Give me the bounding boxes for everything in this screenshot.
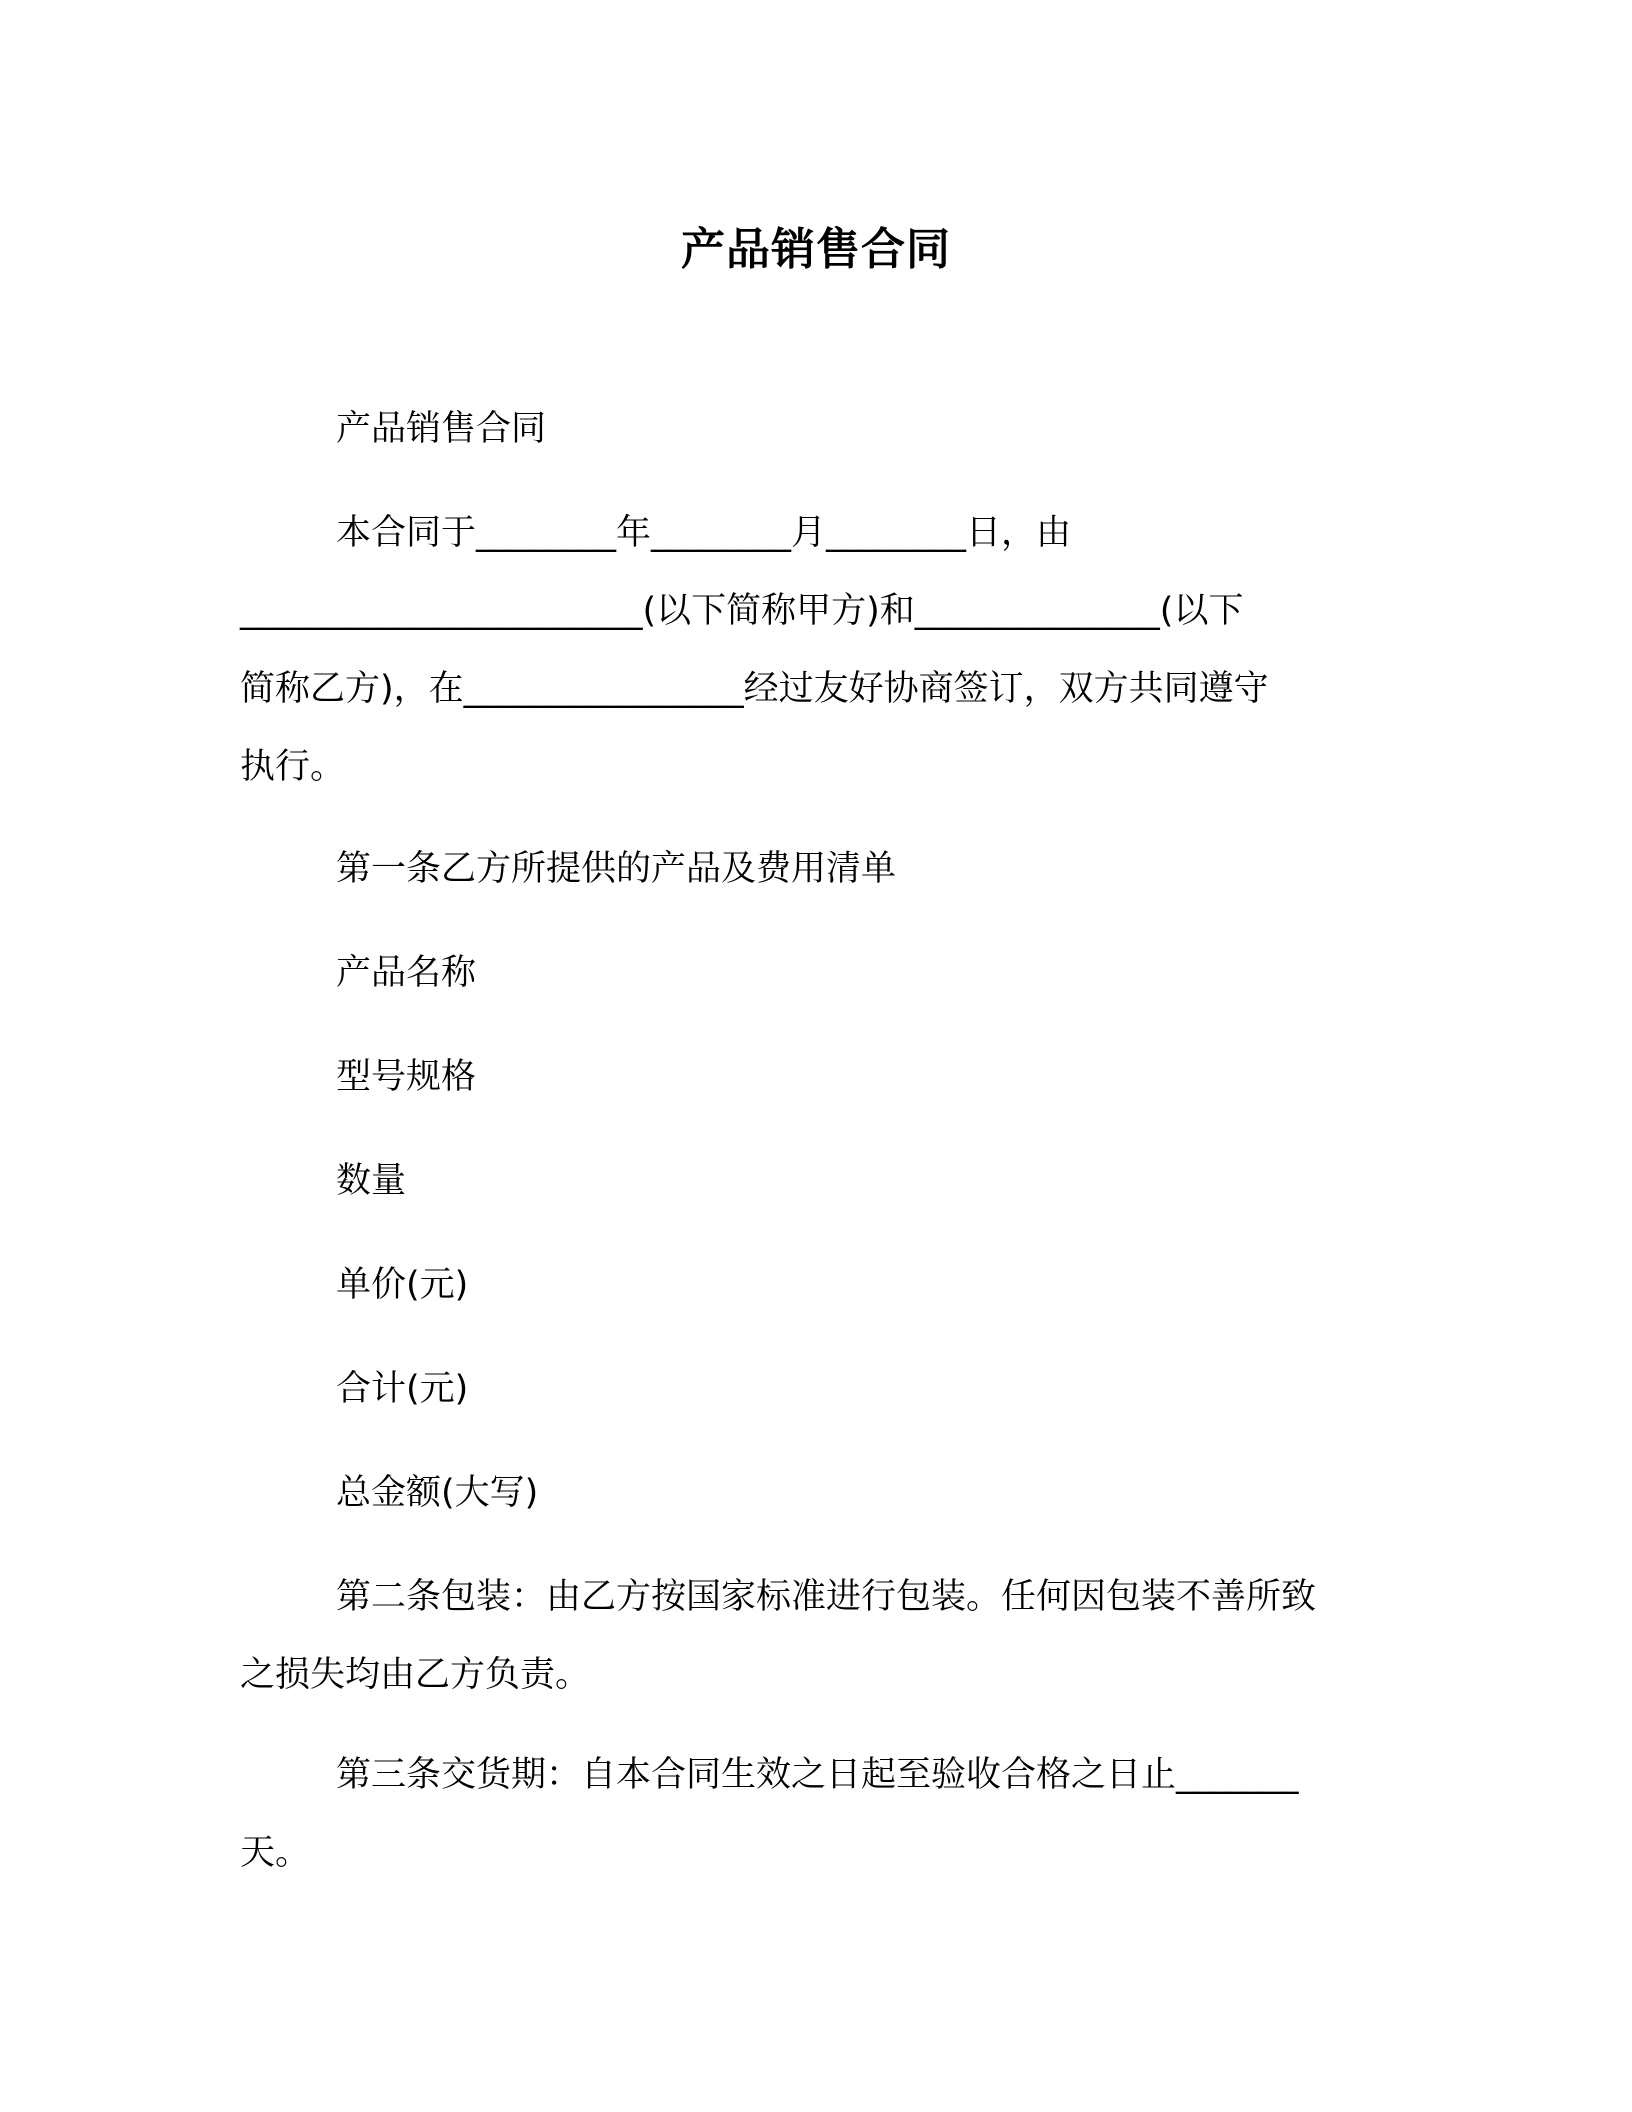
item-quantity: 数量 [336, 1161, 407, 1201]
clause-1-heading: 第一条乙方所提供的产品及费用清单 [336, 849, 897, 889]
clause-3-delivery [240, 1736, 1370, 1892]
item-product-name: 产品名称 [336, 953, 477, 993]
clause-3-line-2: 天。 [240, 1833, 311, 1873]
document-title: 产品销售合同 [681, 224, 951, 275]
item-subtotal: 合计(元) [336, 1369, 469, 1409]
intro-line-2: _______________________(以下简称甲方)和______________(以下 [240, 591, 1244, 631]
intro-paragraph [240, 494, 1370, 806]
item-unit-price: 单价(元) [336, 1265, 469, 1305]
clause-3-line-1: 第三条交货期：自本合同生效之日起至验收合格之日止_______ [336, 1755, 1299, 1795]
clause-2-packaging [240, 1558, 1370, 1714]
document-body [240, 390, 1370, 1914]
item-model-spec: 型号规格 [336, 1057, 477, 1097]
item-total-amount: 总金额(大写) [336, 1473, 539, 1513]
clause-2-line-1: 第二条包装：由乙方按国家标准进行包装。任何因包装不善所致 [336, 1577, 1317, 1617]
clause-2-line-2: 之损失均由乙方负责。 [240, 1655, 591, 1695]
intro-line-3: 简称乙方)，在________________经过友好协商签订，双方共同遵守 [240, 669, 1269, 709]
contract-subtitle: 产品销售合同 [336, 409, 547, 449]
intro-line-4: 执行。 [240, 747, 346, 787]
intro-line-1: 本合同于________年________月________日，由 [336, 513, 1072, 553]
